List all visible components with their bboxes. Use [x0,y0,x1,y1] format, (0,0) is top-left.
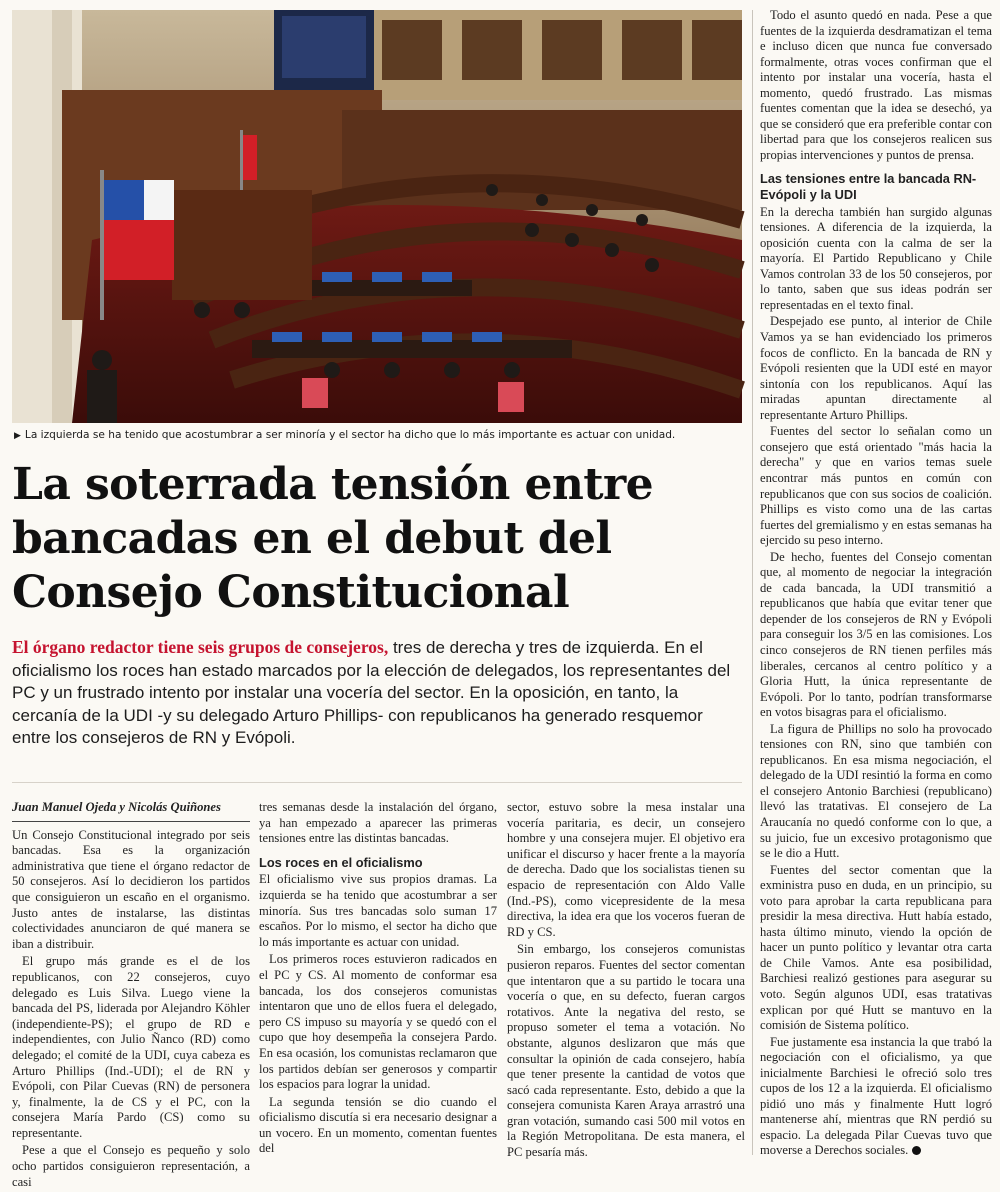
paragraph-text: Fue justamente esa instancia la que trabó la negociación con el oficialismo, ya que inicialmente Barchiesi le ofreció solo tres cupos de los 12 a la izquierda. El oficialismo pidió uno más y finalmente Hutt logró mantenerse ahí, mientras que RN perdió su espacio. La delegada Pilar Cuevas tuvo que moverse a Derechos sociales. [760,1034,992,1158]
end-of-article-icon [912,1146,921,1155]
paragraph: Fuentes del sector lo señalan como un consejero que está orientado "más hacia la derecha" y que en varios temas suele encontrar más puntos en común con republicanos que con sus socios de coalición. Phillips es visto como una de las cartas fuertes del gremialismo y en estas semanas ha ejercido su peso interno. [760,424,992,548]
section-heading-rn-evopoli-udi: Las tensiones entre la bancada RN-Evópoli y la UDI [760,171,977,203]
headline: La soterrada tensión entre bancadas en el debut del Consejo Constitucional [12,459,654,618]
paragraph: La segunda tensión se dio cuando el oficialismo discutía si era necesario designar a un vocero. En un momento, comentan fuentes del [259,1094,497,1156]
paragraph: Sin embargo, los consejeros comunistas pusieron reparos. Fuentes del sector comentan que intentaron que a su partido le tocara una vocería o que, en su defecto, fueran cargos rotativos. Ante la negativa del resto, se propuso someter el tema a votación. No obstante, algunos deslizaron que más que consultar la opinión de cada consejero, había que tener presente la cantidad de votos que sacó cada representante. Esto, debido a que la consejera comunista Karen Araya arrastró una gran votación, sumando casi 500 mil votos en la Región Metropolitana. De esta manera, el PC pesaría más. [507,942,745,1160]
chamber-photo [12,10,742,423]
lead-highlight: El órgano redactor tiene seis grupos de consejeros, [12,637,389,657]
last-paragraph [760,1035,992,1159]
lead-paragraph [12,636,742,750]
paragraph: Fuentes del sector comentan que la exministra puso en duda, en un principio, su voto para aprobar la carta republicana para presidir la mesa directiva. Hutt había estado, hasta último minuto, viendo la opción de hacer un punto político y levantar otra carta de Chile Vamos. Ante esa posibilidad, Barchiesi realizó gestiones para asegurar su voto. Según algunos UDI, esas tratativas explican por qué Hutt se mantuvo en la comisión de Sistema político. [760,862,992,1033]
paragraph: Todo el asunto quedó en nada. Pese a que fuentes de la izquierda desdramatizan el tema e incluso dicen que nunca fue conversado formalmente, otras voces confirman que el intento por instalar una vocería, hasta el momento, quedó frustrado. Las mismas fuentes comentan que la idea se desechó, ya que se consideró que era preferible contar con libertad para que los consejeros realicen sus propias intervenciones y puntos de prensa. [760,8,992,162]
chamber-photo-icon [12,10,742,423]
paragraph: El grupo más grande es el de los republicanos, con 22 consejeros, cuyo delegado es Luis Silva. Luego viene la bancada del PS, liderada por Alejandro Köhler (independiente-PS); el grupo de RD e independientes, con Julio Ñanco (RD) como delegado; el comité de la UDI, cuya cabeza es Arturo Phillips (Ind.-UDI); el de RN y Evópoli, con Pilar Cuevas (RN) de personera y, finalmente, la de CS y el PC, con la consejera María Pardo (CS) como su representante. [12,954,250,1140]
article-column-1 [12,800,250,1192]
paragraph: De hecho, fuentes del Consejo comentan que, al momento de negociar la integración de cada bancada, la UDI transmitió a republicanos que había que evitar tener que depender de los consejeros de RN y Evópoli para conseguir los 3/5 en las comisiones. Los cinco consejeros de RN tienen perfiles más liberales, cercanos al centro político y a Gloria Hutt, la única representante de Evópoli. Por lo tanto, podrían transformarse en votos bisagras para el oficialismo. [760,549,992,720]
paragraph: Un Consejo Constitucional integrado por seis bancadas. Esa es la organización administrativa que tiene el órgano redactor de 50 consejeros. Así lo decidieron los partidos que consiguieron un escaño en el organismo. Justo antes de instalarse, las distintas colectividades anunciaron de qué manera se iban a distribuir. [12,827,250,951]
paragraph: El oficialismo vive sus propios dramas. La izquierda se ha tenido que acostumbrar a ser minoría. Sus tres bancadas solo suman 17 escaños. Por lo mismo, el sector ha dicho que lo más importante es actuar con unidad. [259,872,497,949]
paragraph: tres semanas desde la instalación del órgano, ya han empezado a aparecer las primeras tensiones entre las distintas bancadas. [259,800,497,846]
paragraph: En la derecha también han surgido algunas tensiones. A diferencia de la izquierda, la oposición cuenta con la calma de ser la mayoría. El Partido Republicano y Chile Vamos controlan 33 de los 50 consejeros, por lo tanto, saben que sus ideas podrán ser representadas en el texto final. [760,204,992,312]
byline: Juan Manuel Ojeda y Nicolás Quiñones [12,800,250,822]
paragraph: Despejado ese punto, al interior de Chile Vamos ya se han evidenciado los primeros focos de conflicto. En la bancada de RN y Evópoli resienten que la UDI esté en mayor sintonía con los republicanos. Aquí las miradas apuntan directamente al representante Arturo Phillips. [760,314,992,422]
caption-text: La izquierda se ha tenido que acostumbrar a ser minoría y el sector ha dicho que lo más importante es actuar con unidad. [24,429,676,441]
horizontal-divider [12,782,742,783]
article-column-3 [507,800,745,1163]
article-column-4 [760,8,992,1160]
photo-caption [14,428,742,443]
lead-text: tres de derecha y tres de izquierda. En el oficialismo los roces han estado marcados por la elección de delegados, los representantes del PC y un frustrado intento por instalar una vocería del sector. En la oposición, en tanto, la cercanía de la UDI -y su delegado Arturo Phillips- con republicanos ha generado resquemor entre los consejeros de RN y Evópoli. [12,638,731,747]
section-heading-oficialismo: Los roces en el oficialismo [259,854,423,870]
paragraph: Los primeros roces estuvieron radicados en el PC y CS. Al momento de conformar esa bancada, los dos consejeros comunistas intentaron que uno de ellos fuera el delegado, pero CS impuso su mayoría y se quedó con el cupo que hoy desempeña la consejera Pardo. En esa ocasión, los comunistas reclamaron que los partidos debían ser generosos y compartir los espacios para lograr la unidad. [259,952,497,1092]
paragraph: La figura de Phillips no solo ha provocado tensiones con RN, sino que también con republicanos. En esa misma negociación, el delegado de la UDI resintió la forma en como el consejero Antonio Barchiesi (republicano) llevó las tratativas. El consejero de La Araucanía no quedó conforme con lo que, a su juicio, fue un excesivo protagonismo que se le dio a Hutt. [760,721,992,861]
article-column-2 [259,800,497,1159]
paragraph: Pese a que el Consejo es pequeño y solo ocho partidos consiguieron representación, a casi [12,1143,250,1189]
paragraph: sector, estuvo sobre la mesa instalar una vocería paritaria, es decir, un consejero hombre y una consejera mujer. El objetivo era unificar el discurso y hacer frente a la mayoría de derecha. Dado que los socialistas tienen su espacio de representación con Aldo Valle (Ind.-PS), como vicepresidente de la mesa directiva, la idea era que los voceros fueran de RD y CS. [507,800,745,939]
vertical-divider [752,10,753,1155]
caption-triangle-icon: ▶ [14,431,21,441]
